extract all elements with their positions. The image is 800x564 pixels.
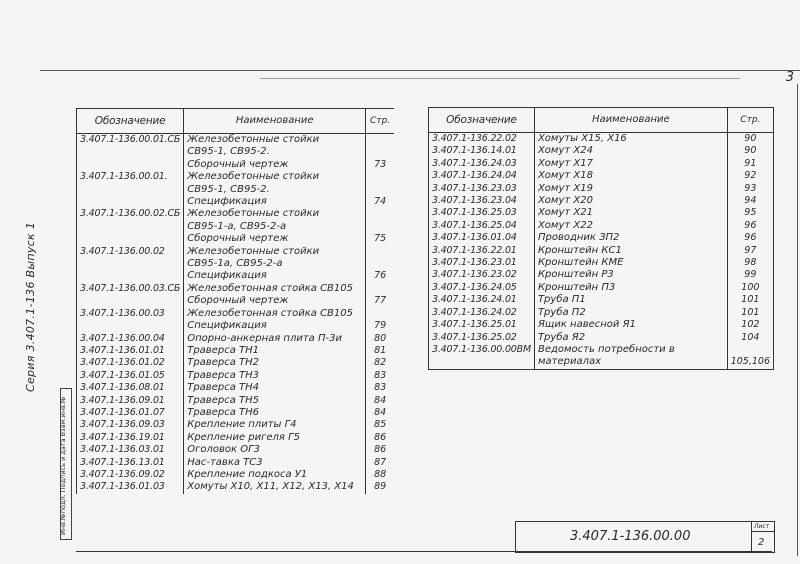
row-page: 93 <box>744 182 757 194</box>
row-page <box>366 221 394 233</box>
row-page: 96 <box>744 232 757 244</box>
row-name: Траверса ТН4 <box>184 382 366 394</box>
row-name: Кронштейн КС1 <box>534 245 727 257</box>
row-designation: 3.407.1-136.13.01 <box>77 457 184 469</box>
row-name: Хомут Х22 <box>534 220 727 232</box>
table-row <box>429 282 774 294</box>
row-name: Хомуты Х15, Х16 <box>534 133 727 146</box>
row-page: 89 <box>374 481 387 493</box>
row-page: 98 <box>744 257 757 269</box>
row-designation: 3.407.1-136.19.01 <box>77 432 184 444</box>
row-designation: 3.407.1-136.01.05 <box>77 370 184 382</box>
row-page: 104 <box>741 331 760 343</box>
row-designation <box>77 320 184 332</box>
row-name: Ящик навесной Я1 <box>534 319 727 331</box>
row-name: Сборочный чертеж <box>184 233 366 245</box>
row-name: СВ95-1, СВ95-2. <box>184 184 366 196</box>
row-name: Труба Я2 <box>534 332 727 344</box>
table-row <box>77 246 395 258</box>
row-designation: 3.407.1-136.01.04 <box>429 232 535 244</box>
row-name: СВ95-1, СВ95-2. <box>184 146 366 158</box>
contents-table-right-body <box>429 133 774 370</box>
table-row <box>77 357 395 369</box>
table-row <box>77 208 395 220</box>
table-row <box>77 345 395 357</box>
row-name: Крепление плиты Г4 <box>184 419 366 431</box>
table-row <box>429 257 774 269</box>
table-row <box>429 207 774 219</box>
row-name: Железобетонные стойки <box>184 134 366 147</box>
row-designation: 3.407.1-136.03.01 <box>77 444 184 456</box>
row-name: Железобетонные стойки <box>184 171 366 183</box>
row-name: Траверса ТН2 <box>184 357 366 369</box>
table-row <box>77 270 395 282</box>
row-designation: 3.407.1-136.01.02 <box>77 357 184 369</box>
table-row <box>77 196 395 208</box>
bottom-border-line <box>76 551 772 552</box>
table-row <box>429 356 774 369</box>
table-row <box>77 407 395 419</box>
row-page: 82 <box>374 357 387 369</box>
column-header-page: Стр. <box>727 108 773 133</box>
row-name: Железобетонная стойка СВ105 <box>184 308 366 320</box>
row-designation <box>77 270 184 282</box>
table-row <box>77 146 395 158</box>
top-border-line <box>40 70 800 71</box>
row-name: Хомут Х18 <box>534 170 727 182</box>
row-designation: 3.407.1-136.25.04 <box>429 220 535 232</box>
table-row <box>77 333 395 345</box>
row-page: 83 <box>374 369 387 381</box>
document-code: 3.407.1-136.00.00 <box>570 529 691 544</box>
row-name: Сборочный чертеж <box>184 295 366 307</box>
table-row <box>77 419 395 431</box>
column-header-name: Наименование <box>534 108 727 133</box>
row-page: 76 <box>374 270 387 282</box>
column-header-page: Стр. <box>366 109 394 134</box>
row-designation <box>77 233 184 245</box>
row-designation: 3.407.1-136.23.03 <box>429 183 535 195</box>
row-designation <box>77 159 184 171</box>
row-name: Спецификация <box>184 270 366 282</box>
table-row <box>77 432 395 444</box>
table-row <box>77 481 395 493</box>
row-designation: 3.407.1-136.00.01.СБ <box>77 134 184 147</box>
row-name: СВ95-1-а, СВ95-2-а <box>184 221 366 233</box>
table-row <box>77 320 395 332</box>
row-designation: 3.407.1-136.25.03 <box>429 207 535 219</box>
table-row <box>429 245 774 257</box>
row-designation <box>77 196 184 208</box>
column-header-designation: Обозначение <box>77 109 184 134</box>
row-designation: 3.407.1-136.24.03 <box>429 158 535 170</box>
top-faint-line <box>260 78 740 79</box>
row-page: 86 <box>374 444 387 456</box>
column-header-name: Наименование <box>184 109 366 134</box>
table-row <box>429 195 774 207</box>
table-row <box>429 294 774 306</box>
row-designation: 3.407.1-136.08.01 <box>77 382 184 394</box>
contents-table-right <box>428 107 774 370</box>
row-page <box>366 246 394 258</box>
table-row <box>429 158 774 170</box>
row-name: Труба П1 <box>534 294 727 306</box>
contents-table-left-body <box>77 134 395 494</box>
row-name: Железобетонные стойки <box>184 246 366 258</box>
row-page <box>366 146 394 158</box>
row-page: 86 <box>374 431 387 443</box>
row-designation <box>77 146 184 158</box>
row-name: Ведомость потребности в <box>534 344 727 356</box>
row-designation <box>77 258 184 270</box>
contents-table-left <box>76 108 394 494</box>
sheet-label: Лист <box>754 523 770 530</box>
row-designation: 3.407.1-136.24.04 <box>429 170 535 182</box>
row-page: 84 <box>374 406 387 418</box>
row-page: 84 <box>374 394 387 406</box>
table-row <box>429 232 774 244</box>
row-name: Труба П2 <box>534 307 727 319</box>
table-row <box>77 370 395 382</box>
table-row <box>77 444 395 456</box>
row-designation: 3.407.1-136.24.05 <box>429 282 535 294</box>
row-name: Хомут Х21 <box>534 207 727 219</box>
table-row <box>429 307 774 319</box>
row-page: 94 <box>744 195 757 207</box>
table-row <box>429 332 774 344</box>
row-name: Крепление подкоса У1 <box>184 469 366 481</box>
row-page: 83 <box>374 382 387 394</box>
row-name: Хомут Х20 <box>534 195 727 207</box>
row-name: Проводник ЗП2 <box>534 232 727 244</box>
table-row <box>77 184 395 196</box>
row-page: 75 <box>374 233 387 245</box>
right-border-line <box>797 84 798 556</box>
row-page <box>366 283 394 295</box>
table-row <box>429 133 774 146</box>
row-name: Сборочный чертеж <box>184 159 366 171</box>
title-block <box>515 521 775 553</box>
row-designation: 3.407.1-136.01.01 <box>77 345 184 357</box>
table-row <box>77 258 395 270</box>
table-row <box>429 269 774 281</box>
row-page: 73 <box>374 158 387 170</box>
row-name: Оголовок ОГ3 <box>184 444 366 456</box>
margin-stamp <box>60 388 72 540</box>
row-page <box>727 344 773 356</box>
row-name: Спецификация <box>184 196 366 208</box>
row-name: Траверса ТН5 <box>184 395 366 407</box>
row-designation: 3.407.1-136.23.01 <box>429 257 535 269</box>
row-page: 102 <box>741 319 760 331</box>
row-page: 91 <box>744 157 757 169</box>
row-page: 92 <box>744 170 757 182</box>
row-name: Спецификация <box>184 320 366 332</box>
row-designation: 3.407.1-136.24.02 <box>429 307 535 319</box>
sheet-cell <box>751 522 774 552</box>
row-name: Железобетонные стойки <box>184 208 366 220</box>
row-designation: 3.407.1-136.23.04 <box>429 195 535 207</box>
table-row <box>77 457 395 469</box>
row-page: 100 <box>741 281 760 293</box>
row-designation: 3.407.1-136.09.01 <box>77 395 184 407</box>
row-designation: 3.407.1-136.25.01 <box>429 319 535 331</box>
table-row <box>429 319 774 331</box>
table-row <box>77 221 395 233</box>
row-designation <box>429 356 535 369</box>
sheet-divider <box>752 531 774 532</box>
row-page <box>366 171 394 183</box>
column-header-designation: Обозначение <box>429 108 535 133</box>
row-designation: 3.407.1-136.00.03.СБ <box>77 283 184 295</box>
row-page: 96 <box>744 219 757 231</box>
row-page: 79 <box>374 320 387 332</box>
table-row <box>77 308 395 320</box>
row-name: Железобетонная стойка СВ105 <box>184 283 366 295</box>
row-designation: 3.407.1-136.22.02 <box>429 133 535 146</box>
row-page: 90 <box>744 133 757 144</box>
row-designation: 3.407.1-136.01.03 <box>77 481 184 493</box>
row-designation: 3.407.1-136.00.03 <box>77 308 184 320</box>
row-page: 81 <box>374 344 387 356</box>
row-name: Хомут Х19 <box>534 183 727 195</box>
table-row <box>77 382 395 394</box>
row-designation: 3.407.1-136.00.00ВМ <box>429 344 535 356</box>
row-page: 101 <box>741 306 760 318</box>
row-name: Хомут Х24 <box>534 145 727 157</box>
row-name: Хомуты Х10, Х11, Х12, Х13, Х14 <box>184 481 366 493</box>
row-designation <box>77 184 184 196</box>
row-designation: 3.407.1-136.14.01 <box>429 145 535 157</box>
row-name: Кронштейн П3 <box>534 282 727 294</box>
row-name: СВ95-1а, СВ95-2-а <box>184 258 366 270</box>
table-row <box>77 171 395 183</box>
row-designation <box>77 221 184 233</box>
row-page: 80 <box>374 332 387 344</box>
row-page: 74 <box>374 196 387 208</box>
row-page: 101 <box>741 294 760 306</box>
table-row <box>77 469 395 481</box>
table-row <box>429 344 774 356</box>
sheet-number: 2 <box>758 537 765 548</box>
row-page <box>366 308 394 320</box>
row-name: Траверса ТН1 <box>184 345 366 357</box>
table-row <box>429 170 774 182</box>
table-row <box>429 183 774 195</box>
row-name: Опорно-анкерная плита П-3и <box>184 333 366 345</box>
row-name: Кронштейн Р3 <box>534 269 727 281</box>
row-page <box>366 258 394 270</box>
row-page: 85 <box>374 419 387 431</box>
row-page <box>366 208 394 220</box>
row-page: 95 <box>744 207 757 219</box>
row-page: 87 <box>374 456 387 468</box>
row-designation: 3.407.1-136.25.02 <box>429 332 535 344</box>
row-designation: 3.407.1-136.09.02 <box>77 469 184 481</box>
row-designation: 3.407.1-136.00.02.СБ <box>77 208 184 220</box>
table-row <box>77 283 395 295</box>
row-page: 99 <box>744 269 757 281</box>
table-row <box>77 233 395 245</box>
row-page <box>366 184 394 196</box>
row-designation: 3.407.1-136.22.01 <box>429 245 535 257</box>
row-page: 97 <box>744 244 757 256</box>
row-designation <box>77 295 184 307</box>
table-row <box>77 295 395 307</box>
table-row <box>77 395 395 407</box>
row-page <box>366 134 394 147</box>
table-row <box>77 134 395 147</box>
row-designation: 3.407.1-136.09.03 <box>77 419 184 431</box>
row-designation: 3.407.1-136.23.02 <box>429 269 535 281</box>
row-name: Нас-тавка ТС3 <box>184 457 366 469</box>
table-row <box>429 145 774 157</box>
series-label: Серия 3.407.1-136 Выпуск 1 <box>24 221 37 392</box>
row-designation: 3.407.1-136.00.01. <box>77 171 184 183</box>
row-name: Траверса ТН6 <box>184 407 366 419</box>
table-row <box>429 220 774 232</box>
row-page: 88 <box>374 468 387 480</box>
row-page: 77 <box>374 295 387 307</box>
row-name: Хомут Х17 <box>534 158 727 170</box>
row-designation: 3.407.1-136.00.02 <box>77 246 184 258</box>
margin-stamp-text: Инв.№подл. Подпись и дата Взам.инв.№ <box>59 396 67 535</box>
row-designation: 3.407.1-136.01.07 <box>77 407 184 419</box>
page-number: 3 <box>785 70 794 85</box>
table-row <box>77 159 395 171</box>
row-name: материалах <box>534 356 727 369</box>
row-page: 105,106 <box>727 356 773 369</box>
row-name: Кронштейн КМЕ <box>534 257 727 269</box>
row-name: Крепление ригеля Г5 <box>184 432 366 444</box>
row-page: 90 <box>744 145 757 157</box>
row-designation: 3.407.1-136.00.04 <box>77 333 184 345</box>
row-name: Траверса ТН3 <box>184 370 366 382</box>
row-designation: 3.407.1-136.24.01 <box>429 294 535 306</box>
